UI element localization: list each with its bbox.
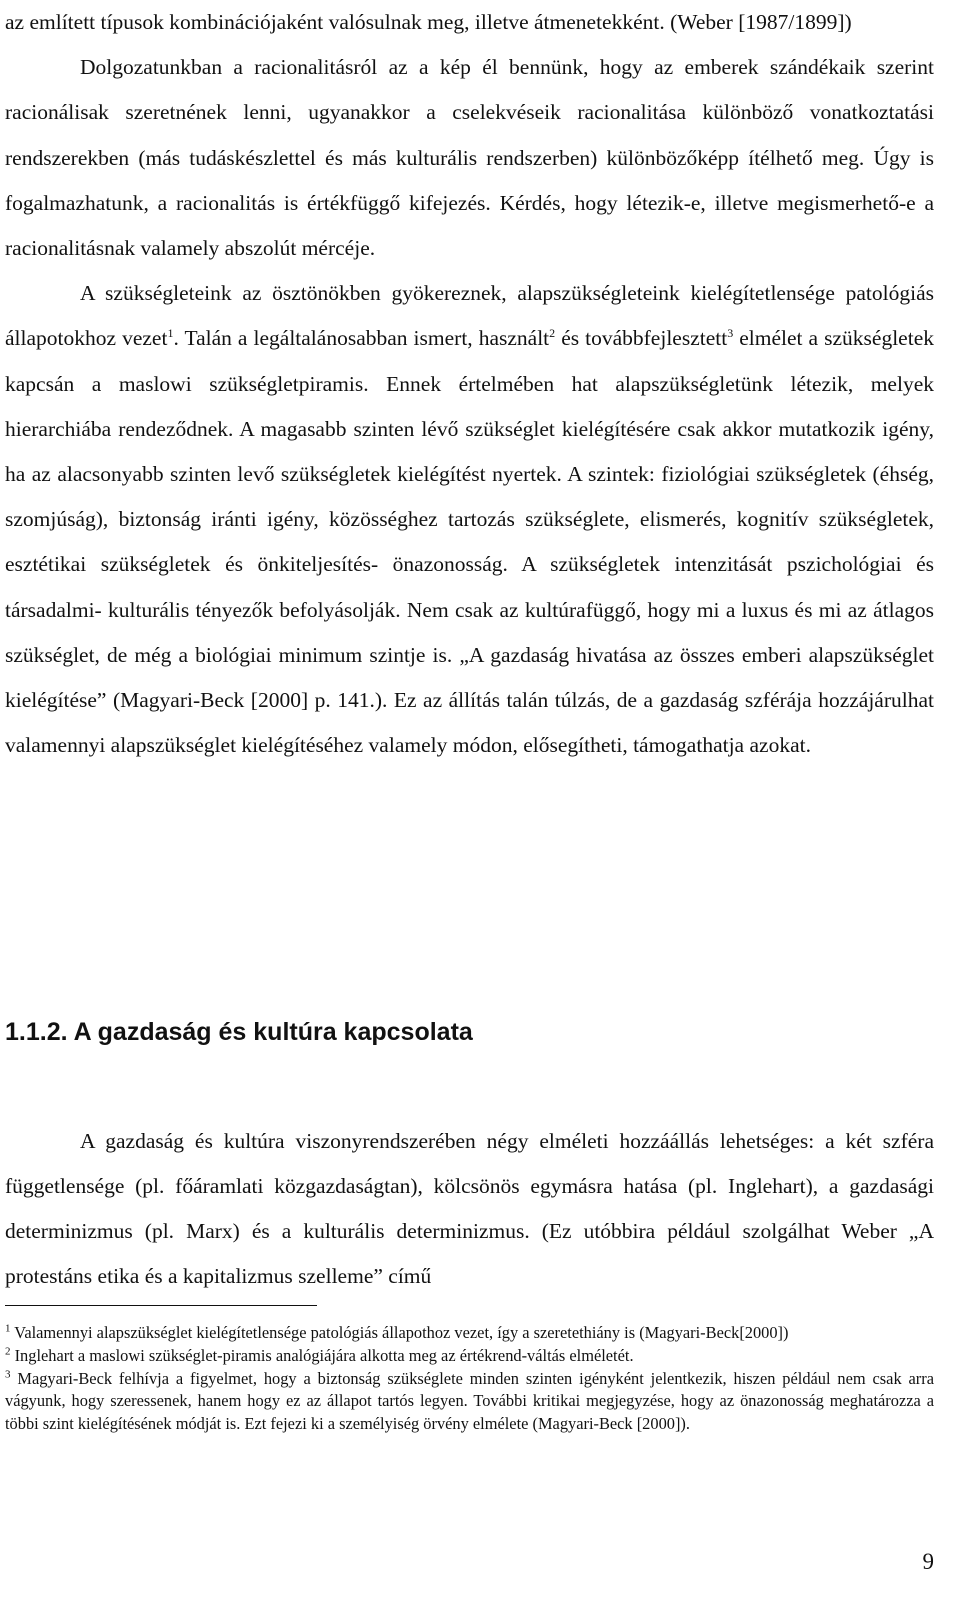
footnote-3 bbox=[5, 1368, 934, 1436]
footnote-1 bbox=[5, 1322, 934, 1345]
footnote-text: Inglehart a maslowi szükséglet-piramis analógiájára alkotta meg az értékrend-váltás elméletét. bbox=[10, 1345, 634, 1365]
body-text-top bbox=[5, 0, 934, 768]
page-number: 9 bbox=[922, 1549, 934, 1574]
paragraph-needs-text-3: és továbbfejlesztett bbox=[555, 326, 728, 351]
paragraph-needs-text-1: A szükségleteink az ösztönökben gyökereznek, alapszükségleteink kielégítetlensége patológiás állapotokhoz vezet bbox=[5, 281, 934, 351]
paragraph-needs-text-4: elmélet a szükségletek kapcsán a maslowi szükségletpiramis. Ennek értelmében hat alapszükségletünk létezik, melyek hierarchiába rendeződnek. A magasabb szinten lévő szükséglet kielégítésére csak akkor mutatkozik igény, ha az alacsonyabb szinten levő szükségletek kielégítést nyertek. A szintek: fiziológiai szükségletek (éhség, szomjúság), biztonság iránti igény, közösséghez tartozás szükséglete, elismerés, kognitív szükségletek, esztétikai szükségletek és önkiteljesítés- önazonosság. A szükségletek intenzitását pszichológiai és társadalmi- kulturális tényezők befolyásolják. Nem csak az kultúrafüggő, hogy mi a luxus és mi az átlagos szükséglet, de még a biológiai minimum szintje is. „A gazdaság hivatása az összes emberi alapszükséglet kielégítése” (Magyari-Beck [2000] p. 141.). Ez az állítás talán túlzás, de a gazdaság szférája hozzájárulhat valamennyi alapszükséglet kielégítéséhez valamely módon, elősegítheti, támogathatja azokat. bbox=[5, 326, 934, 758]
footnote-number: 1 bbox=[5, 1322, 11, 1335]
paragraph-continuation: az említett típusok kombinációjaként valósulnak meg, illetve átmenetekként. (Weber [1987/1899]) bbox=[5, 10, 852, 34]
footnote-2 bbox=[5, 1345, 934, 1368]
footnote-ref-1[interactable]: 1 bbox=[167, 326, 174, 341]
footnote-text: Valamennyi alapszükséglet kielégítetlensége patológiás állapothoz vezet, így a szeretethiány is (Magyari-Beck[2000]) bbox=[10, 1323, 789, 1342]
footnote-number: 3 bbox=[5, 1368, 11, 1381]
body-text-bottom bbox=[5, 1097, 934, 1321]
footnote-ref-3[interactable]: 3 bbox=[727, 326, 734, 341]
footnote-ref-2[interactable]: 2 bbox=[549, 326, 556, 341]
paragraph-needs-text-2: . Talán a legáltalánosabban ismert, használt bbox=[173, 326, 550, 351]
paragraph-needs bbox=[5, 271, 934, 768]
paragraph-economy-culture: A gazdaság és kultúra viszonyrendszerében négy elméleti hozzáállás lehetséges: a két szféra függetlensége (pl. főáramlati közgazdaságtan), kölcsönös egymásra hatása (pl. Inglehart), a gazdasági determinizmus (pl. Marx) és a kulturális determinizmus. (Ez utóbbira például szolgálhat Weber „A protestáns etika és a kapitalizmus szelleme” című bbox=[5, 1128, 934, 1289]
footnote-number: 2 bbox=[5, 1345, 11, 1358]
footnote-divider bbox=[5, 1305, 317, 1306]
footnote-text: Magyari-Beck felhívja a figyelmet, hogy a biztonság szükséglete minden szinten igényként jelentkezik, hiszen például nem csak arra vágyunk, hogy szeressenek, hanem hogy ez az állapot tartós legyen. További kritikai megjegyzése, hogy az önazonosság meghatározza a többi szint kielégítésének módját is. Ezt fejezi ki a személyiség örvény elmélete (Magyari-Beck [2000]). bbox=[5, 1368, 934, 1434]
paragraph-rationality: Dolgozatunkban a racionalitásról az a kép él bennünk, hogy az emberek szándékaik szerint racionálisak szeretnének lenni, ugyanakkor a cselekvéseik racionalitása különböző vonatkoztatási rendszerekben (más tudáskészlettel és más kulturális rendszerben) különbözőképp ítélhető meg. Úgy is fogalmazhatunk, a racionalitás is értékfüggő kifejezés. Kérdés, hogy létezik-e, illetve megismerhető-e a racionalitásnak valamely abszolút mércéje. bbox=[5, 55, 934, 261]
footnotes bbox=[5, 1322, 934, 1436]
section-heading: 1.1.2. A gazdaság és kultúra kapcsolata bbox=[5, 1018, 473, 1046]
